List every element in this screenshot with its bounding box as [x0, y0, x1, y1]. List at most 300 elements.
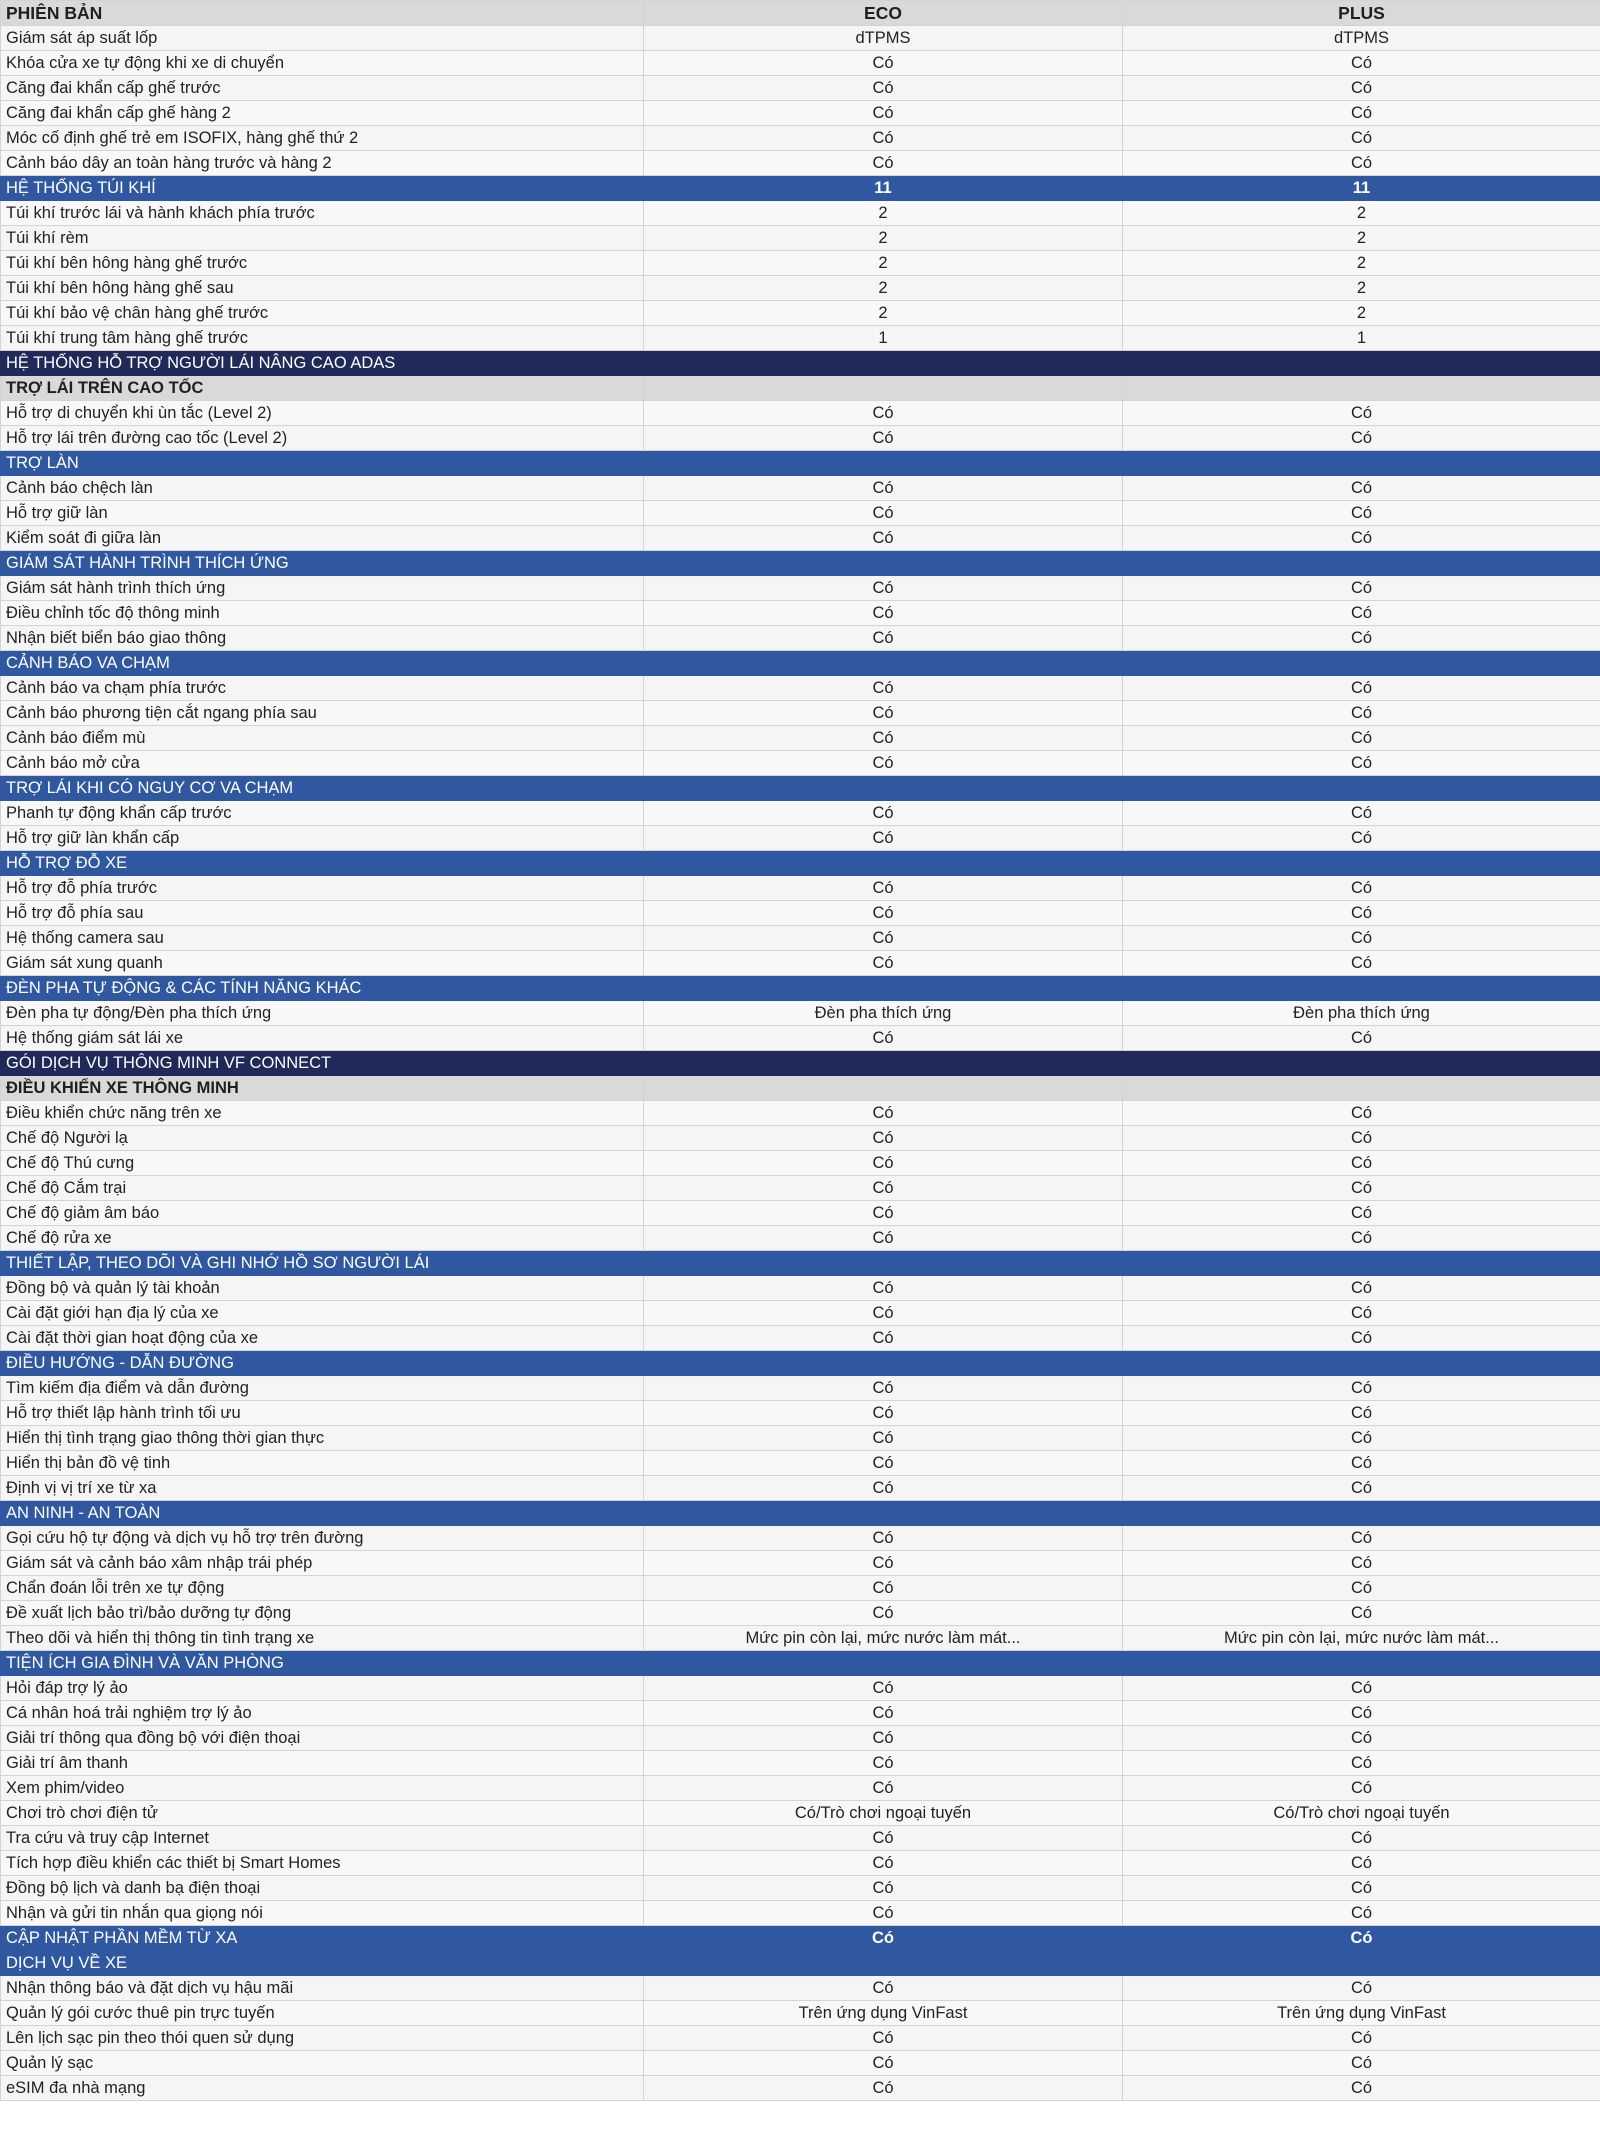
table-row: [1, 1426, 1600, 1451]
feature-label: TRỢ LÁI KHI CÓ NGUY CƠ VA CHẠM: [1, 776, 644, 801]
table-row: [1, 1001, 1600, 1026]
eco-value: Có: [644, 1476, 1123, 1501]
feature-label: Hiển thị bản đồ vệ tinh: [1, 1451, 644, 1476]
plus-value: 2: [1123, 251, 1600, 276]
feature-label: Xem phim/video: [1, 1776, 644, 1801]
feature-label: Cài đặt giới hạn địa lý của xe: [1, 1301, 644, 1326]
eco-value: 2: [644, 301, 1123, 326]
table-row: [1, 1551, 1600, 1576]
table-row: [1, 701, 1600, 726]
feature-label: Chế độ Cắm trại: [1, 1176, 644, 1201]
eco-value: Có: [644, 626, 1123, 651]
eco-value: [644, 1651, 1123, 1676]
feature-label: ĐIỀU HƯỚNG - DẪN ĐƯỜNG: [1, 1351, 644, 1376]
eco-value: 2: [644, 226, 1123, 251]
feature-label: Tích hợp điều khiển các thiết bị Smart Homes: [1, 1851, 644, 1876]
plus-value: Có: [1123, 1876, 1600, 1901]
feature-label: CẬP NHẬT PHẦN MỀM TỪ XA: [1, 1926, 644, 1951]
table-row: [1, 826, 1600, 851]
feature-label: Cảnh báo va chạm phía trước: [1, 676, 644, 701]
eco-value: 2: [644, 276, 1123, 301]
eco-value: Có: [644, 701, 1123, 726]
eco-value: Có: [644, 526, 1123, 551]
eco-value: Có: [644, 1101, 1123, 1126]
plus-value: Có: [1123, 1676, 1600, 1701]
table-row: [1, 726, 1600, 751]
table-row: [1, 1801, 1600, 1826]
table-row: [1, 2026, 1600, 2051]
eco-value: Mức pin còn lại, mức nước làm mát...: [644, 1626, 1123, 1651]
plus-value: Có: [1123, 926, 1600, 951]
plus-value: Có: [1123, 51, 1600, 76]
table-row: [1, 1776, 1600, 1801]
table-row: [1, 1201, 1600, 1226]
feature-label: Điều khiển chức năng trên xe: [1, 1101, 644, 1126]
table-row: [1, 876, 1600, 901]
feature-label: TRỢ LÁI TRÊN CAO TỐC: [1, 376, 644, 401]
feature-label: Chế độ Người lạ: [1, 1126, 644, 1151]
table-row: [1, 26, 1600, 51]
eco-value: [644, 451, 1123, 476]
subsection-header-row: [1, 1076, 1600, 1101]
eco-value: Có: [644, 801, 1123, 826]
plus-value: Có: [1123, 826, 1600, 851]
feature-label: THIẾT LẬP, THEO DÕI VÀ GHI NHỚ HỒ SƠ NGƯỜI LÁI: [1, 1251, 644, 1276]
spec-body: [1, 26, 1600, 2101]
eco-value: 11: [644, 176, 1123, 201]
feature-label: TRỢ LÀN: [1, 451, 644, 476]
eco-value: Có: [644, 1401, 1123, 1426]
table-row: [1, 1026, 1600, 1051]
eco-value: Có: [644, 1226, 1123, 1251]
eco-value: Có: [644, 1301, 1123, 1326]
feature-label: Khóa cửa xe tự động khi xe di chuyển: [1, 51, 644, 76]
table-row: [1, 2051, 1600, 2076]
feature-label: Đồng bộ lịch và danh bạ điện thoại: [1, 1876, 644, 1901]
feature-label: Giám sát hành trình thích ứng: [1, 576, 644, 601]
plus-value: Có: [1123, 751, 1600, 776]
eco-value: Có: [644, 751, 1123, 776]
feature-label: Định vị vị trí xe từ xa: [1, 1476, 644, 1501]
feature-label: TIỆN ÍCH GIA ĐÌNH VÀ VĂN PHÒNG: [1, 1651, 644, 1676]
plus-value: Có: [1123, 1776, 1600, 1801]
table-row: [1, 1276, 1600, 1301]
feature-label: Hệ thống camera sau: [1, 926, 644, 951]
table-row: [1, 51, 1600, 76]
section-header-row: [1, 451, 1600, 476]
plus-value: Có: [1123, 1151, 1600, 1176]
plus-value: Có: [1123, 1126, 1600, 1151]
plus-value: [1123, 976, 1600, 1001]
feature-label: Nhận biết biển báo giao thông: [1, 626, 644, 651]
table-row: [1, 301, 1600, 326]
feature-label: Chơi trò chơi điện tử: [1, 1801, 644, 1826]
plus-value: dTPMS: [1123, 26, 1600, 51]
feature-label: HỆ THỐNG HỖ TRỢ NGƯỜI LÁI NÂNG CAO ADAS: [1, 351, 644, 376]
feature-label: Túi khí trung tâm hàng ghế trước: [1, 326, 644, 351]
feature-label: Cảnh báo mở cửa: [1, 751, 644, 776]
eco-value: Có: [644, 426, 1123, 451]
eco-value: Có: [644, 1201, 1123, 1226]
table-row: [1, 1901, 1600, 1926]
table-row: [1, 601, 1600, 626]
plus-value: Có: [1123, 951, 1600, 976]
eco-value: Có: [644, 401, 1123, 426]
group-header-row: [1, 351, 1600, 376]
table-row: [1, 1601, 1600, 1626]
table-row: [1, 501, 1600, 526]
feature-label: HỆ THỐNG TÚI KHÍ: [1, 176, 644, 201]
table-row: [1, 1101, 1600, 1126]
feature-label: Quản lý gói cước thuê pin trực tuyến: [1, 2001, 644, 2026]
plus-value: 2: [1123, 201, 1600, 226]
table-row: [1, 1476, 1600, 1501]
plus-value: Có: [1123, 101, 1600, 126]
feature-label: Điều chỉnh tốc độ thông minh: [1, 601, 644, 626]
plus-value: Có: [1123, 601, 1600, 626]
feature-label: Hỗ trợ đỗ phía sau: [1, 901, 644, 926]
eco-value: [644, 976, 1123, 1001]
eco-value: Có: [644, 1776, 1123, 1801]
plus-value: Có: [1123, 626, 1600, 651]
plus-value: [1123, 1501, 1600, 1526]
section-header-row: [1, 1651, 1600, 1676]
table-row: [1, 1526, 1600, 1551]
feature-label: Cảnh báo dây an toàn hàng trước và hàng 2: [1, 151, 644, 176]
feature-label: ĐIỀU KHIỂN XE THÔNG MINH: [1, 1076, 644, 1101]
eco-value: Có: [644, 726, 1123, 751]
plus-value: [1123, 851, 1600, 876]
feature-label: Túi khí bên hông hàng ghế trước: [1, 251, 644, 276]
plus-value: Có: [1123, 1101, 1600, 1126]
plus-value: Trên ứng dụng VinFast: [1123, 2001, 1600, 2026]
plus-value: Có: [1123, 1701, 1600, 1726]
feature-label: Giám sát áp suất lốp: [1, 26, 644, 51]
plus-value: Có: [1123, 126, 1600, 151]
table-row: [1, 1701, 1600, 1726]
plus-value: [1123, 1951, 1600, 1976]
table-row: [1, 1301, 1600, 1326]
feature-label: Hỗ trợ di chuyển khi ùn tắc (Level 2): [1, 401, 644, 426]
eco-value: Có: [644, 1451, 1123, 1476]
section-header-row: [1, 1251, 1600, 1276]
plus-value: [1123, 351, 1600, 376]
feature-label: Cảnh báo chệch làn: [1, 476, 644, 501]
plus-value: Có: [1123, 1926, 1600, 1951]
eco-value: 1: [644, 326, 1123, 351]
plus-value: [1123, 1076, 1600, 1101]
section-header-row: [1, 551, 1600, 576]
table-row: [1, 226, 1600, 251]
plus-value: Có: [1123, 701, 1600, 726]
plus-value: Có: [1123, 1476, 1600, 1501]
eco-value: Trên ứng dụng VinFast: [644, 2001, 1123, 2026]
eco-value: Có: [644, 2051, 1123, 2076]
plus-value: [1123, 651, 1600, 676]
table-row: [1, 251, 1600, 276]
plus-value: Có: [1123, 1326, 1600, 1351]
feature-label: Hỗ trợ giữ làn khẩn cấp: [1, 826, 644, 851]
eco-value: Có: [644, 1151, 1123, 1176]
feature-label: Móc cố định ghế trẻ em ISOFIX, hàng ghế thứ 2: [1, 126, 644, 151]
header-row: [1, 1, 1600, 26]
feature-label: Hỗ trợ đỗ phía trước: [1, 876, 644, 901]
plus-value: Có: [1123, 801, 1600, 826]
plus-value: Có: [1123, 1226, 1600, 1251]
table-row: [1, 401, 1600, 426]
eco-value: [644, 551, 1123, 576]
plus-value: 11: [1123, 176, 1600, 201]
table-row: [1, 926, 1600, 951]
plus-value: Có: [1123, 76, 1600, 101]
plus-value: Có: [1123, 901, 1600, 926]
plus-value: Có/Trò chơi ngoại tuyến: [1123, 1801, 1600, 1826]
plus-value: [1123, 1351, 1600, 1376]
plus-value: Có: [1123, 1301, 1600, 1326]
table-row: [1, 1176, 1600, 1201]
plus-value: 2: [1123, 226, 1600, 251]
plus-value: Mức pin còn lại, mức nước làm mát...: [1123, 1626, 1600, 1651]
plus-value: Có: [1123, 1551, 1600, 1576]
feature-label: Nhận và gửi tin nhắn qua giọng nói: [1, 1901, 644, 1926]
plus-value: [1123, 451, 1600, 476]
eco-value: Có: [644, 501, 1123, 526]
plus-value: Có: [1123, 1601, 1600, 1626]
section-header-row: [1, 1926, 1600, 1951]
eco-value: Có: [644, 1851, 1123, 1876]
plus-value: Có: [1123, 1751, 1600, 1776]
table-row: [1, 526, 1600, 551]
feature-label: Giám sát và cảnh báo xâm nhập trái phép: [1, 1551, 644, 1576]
eco-value: dTPMS: [644, 26, 1123, 51]
feature-label: GIÁM SÁT HÀNH TRÌNH THÍCH ỨNG: [1, 551, 644, 576]
eco-value: Có: [644, 51, 1123, 76]
eco-value: Đèn pha thích ứng: [644, 1001, 1123, 1026]
eco-value: Có: [644, 1026, 1123, 1051]
eco-value: [644, 1501, 1123, 1526]
eco-value: Có: [644, 926, 1123, 951]
table-row: [1, 151, 1600, 176]
eco-value: Có: [644, 76, 1123, 101]
table-row: [1, 1751, 1600, 1776]
table-row: [1, 1226, 1600, 1251]
eco-value: Có: [644, 1576, 1123, 1601]
section-header-row: [1, 176, 1600, 201]
table-row: [1, 101, 1600, 126]
eco-value: [644, 1351, 1123, 1376]
eco-value: Có: [644, 1876, 1123, 1901]
plus-value: Có: [1123, 501, 1600, 526]
eco-value: Có: [644, 901, 1123, 926]
table-row: [1, 751, 1600, 776]
eco-value: [644, 851, 1123, 876]
eco-value: Có: [644, 1276, 1123, 1301]
plus-value: Có: [1123, 1526, 1600, 1551]
feature-label: CẢNH BÁO VA CHẠM: [1, 651, 644, 676]
table-row: [1, 676, 1600, 701]
table-row: [1, 901, 1600, 926]
feature-label: Tra cứu và truy cập Internet: [1, 1826, 644, 1851]
feature-label: Hỏi đáp trợ lý ảo: [1, 1676, 644, 1701]
plus-value: Có: [1123, 1976, 1600, 2001]
header-version: PHIÊN BẢN: [1, 1, 644, 26]
table-row: [1, 1826, 1600, 1851]
feature-label: Đèn pha tự động/Đèn pha thích ứng: [1, 1001, 644, 1026]
eco-value: Có: [644, 1326, 1123, 1351]
feature-label: Giải trí thông qua đồng bộ với điện thoại: [1, 1726, 644, 1751]
eco-value: Có/Trò chơi ngoại tuyến: [644, 1801, 1123, 1826]
plus-value: Có: [1123, 1726, 1600, 1751]
feature-label: AN NINH - AN TOÀN: [1, 1501, 644, 1526]
eco-value: Có: [644, 1426, 1123, 1451]
eco-value: Có: [644, 1976, 1123, 2001]
table-row: [1, 126, 1600, 151]
feature-label: Theo dõi và hiển thị thông tin tình trạng xe: [1, 1626, 644, 1651]
feature-label: Kiểm soát đi giữa làn: [1, 526, 644, 551]
plus-value: Có: [1123, 426, 1600, 451]
table-row: [1, 951, 1600, 976]
table-row: [1, 201, 1600, 226]
table-row: [1, 1151, 1600, 1176]
feature-label: Cảnh báo phương tiện cắt ngang phía sau: [1, 701, 644, 726]
table-row: [1, 1876, 1600, 1901]
plus-value: Có: [1123, 1826, 1600, 1851]
table-row: [1, 1676, 1600, 1701]
feature-label: HỖ TRỢ ĐỖ XE: [1, 851, 644, 876]
eco-value: Có: [644, 676, 1123, 701]
feature-label: Nhận thông báo và đặt dịch vụ hậu mãi: [1, 1976, 644, 2001]
eco-value: Có: [644, 951, 1123, 976]
feature-label: Đồng bộ và quản lý tài khoản: [1, 1276, 644, 1301]
feature-label: Hệ thống giám sát lái xe: [1, 1026, 644, 1051]
section-header-row: [1, 1501, 1600, 1526]
eco-value: Có: [644, 576, 1123, 601]
plus-value: 2: [1123, 276, 1600, 301]
table-row: [1, 76, 1600, 101]
feature-label: Chẩn đoán lỗi trên xe tự động: [1, 1576, 644, 1601]
eco-value: [644, 1051, 1123, 1076]
table-row: [1, 1851, 1600, 1876]
plus-value: Đèn pha thích ứng: [1123, 1001, 1600, 1026]
eco-value: [644, 651, 1123, 676]
eco-value: Có: [644, 1701, 1123, 1726]
plus-value: Có: [1123, 1376, 1600, 1401]
feature-label: Đề xuất lịch bảo trì/bảo dưỡng tự động: [1, 1601, 644, 1626]
feature-label: Cá nhân hoá trải nghiệm trợ lý ảo: [1, 1701, 644, 1726]
eco-value: Có: [644, 126, 1123, 151]
header-plus: PLUS: [1123, 1, 1600, 26]
table-row: [1, 801, 1600, 826]
feature-label: Hiển thị tình trạng giao thông thời gian thực: [1, 1426, 644, 1451]
feature-label: eSIM đa nhà mạng: [1, 2076, 644, 2101]
feature-label: Túi khí trước lái và hành khách phía trước: [1, 201, 644, 226]
feature-label: Giải trí âm thanh: [1, 1751, 644, 1776]
feature-label: Cài đặt thời gian hoạt động của xe: [1, 1326, 644, 1351]
plus-value: Có: [1123, 1176, 1600, 1201]
plus-value: Có: [1123, 1401, 1600, 1426]
feature-label: Cảnh báo điểm mù: [1, 726, 644, 751]
eco-value: [644, 1251, 1123, 1276]
eco-value: Có: [644, 1751, 1123, 1776]
table-row: [1, 2076, 1600, 2101]
plus-value: Có: [1123, 401, 1600, 426]
table-row: [1, 476, 1600, 501]
eco-value: Có: [644, 2076, 1123, 2101]
plus-value: Có: [1123, 2076, 1600, 2101]
subsection-header-row: [1, 376, 1600, 401]
feature-label: Chế độ Thú cưng: [1, 1151, 644, 1176]
table-row: [1, 1126, 1600, 1151]
table-row: [1, 2001, 1600, 2026]
plus-value: [1123, 776, 1600, 801]
feature-label: DỊCH VỤ VỀ XE: [1, 1951, 644, 1976]
plus-value: Có: [1123, 526, 1600, 551]
eco-value: Có: [644, 826, 1123, 851]
plus-value: Có: [1123, 1851, 1600, 1876]
plus-value: Có: [1123, 1201, 1600, 1226]
feature-label: Túi khí rèm: [1, 226, 644, 251]
plus-value: Có: [1123, 576, 1600, 601]
feature-label: Hỗ trợ lái trên đường cao tốc (Level 2): [1, 426, 644, 451]
table-row: [1, 1626, 1600, 1651]
plus-value: Có: [1123, 876, 1600, 901]
plus-value: 1: [1123, 326, 1600, 351]
table-row: [1, 1726, 1600, 1751]
table-row: [1, 426, 1600, 451]
eco-value: [644, 776, 1123, 801]
plus-value: [1123, 376, 1600, 401]
plus-value: Có: [1123, 726, 1600, 751]
feature-label: Giám sát xung quanh: [1, 951, 644, 976]
section-header-row: [1, 776, 1600, 801]
eco-value: [644, 1951, 1123, 1976]
eco-value: Có: [644, 476, 1123, 501]
plus-value: Có: [1123, 476, 1600, 501]
table-row: [1, 1376, 1600, 1401]
eco-value: Có: [644, 101, 1123, 126]
feature-label: Túi khí bảo vệ chân hàng ghế trước: [1, 301, 644, 326]
eco-value: Có: [644, 601, 1123, 626]
section-header-row: [1, 651, 1600, 676]
eco-value: [644, 376, 1123, 401]
table-row: [1, 326, 1600, 351]
table-row: [1, 1326, 1600, 1351]
feature-label: Tìm kiếm địa điểm và dẫn đường: [1, 1376, 644, 1401]
eco-value: Có: [644, 1726, 1123, 1751]
feature-label: Gọi cứu hộ tự động và dịch vụ hỗ trợ trên đường: [1, 1526, 644, 1551]
plus-value: Có: [1123, 2051, 1600, 2076]
plus-value: [1123, 1051, 1600, 1076]
section-header-row: [1, 1351, 1600, 1376]
table-row: [1, 1976, 1600, 2001]
table-row: [1, 1576, 1600, 1601]
plus-value: Có: [1123, 2026, 1600, 2051]
feature-label: Hỗ trợ thiết lập hành trình tối ưu: [1, 1401, 644, 1426]
plus-value: Có: [1123, 1901, 1600, 1926]
eco-value: Có: [644, 1376, 1123, 1401]
feature-label: Chế độ giảm âm báo: [1, 1201, 644, 1226]
table-row: [1, 576, 1600, 601]
feature-label: Căng đai khẩn cấp ghế hàng 2: [1, 101, 644, 126]
table-row: [1, 1451, 1600, 1476]
eco-value: 2: [644, 251, 1123, 276]
plus-value: Có: [1123, 1451, 1600, 1476]
eco-value: 2: [644, 201, 1123, 226]
group-header-row: [1, 1051, 1600, 1076]
eco-value: Có: [644, 876, 1123, 901]
section-header-row: [1, 851, 1600, 876]
plus-value: [1123, 1251, 1600, 1276]
